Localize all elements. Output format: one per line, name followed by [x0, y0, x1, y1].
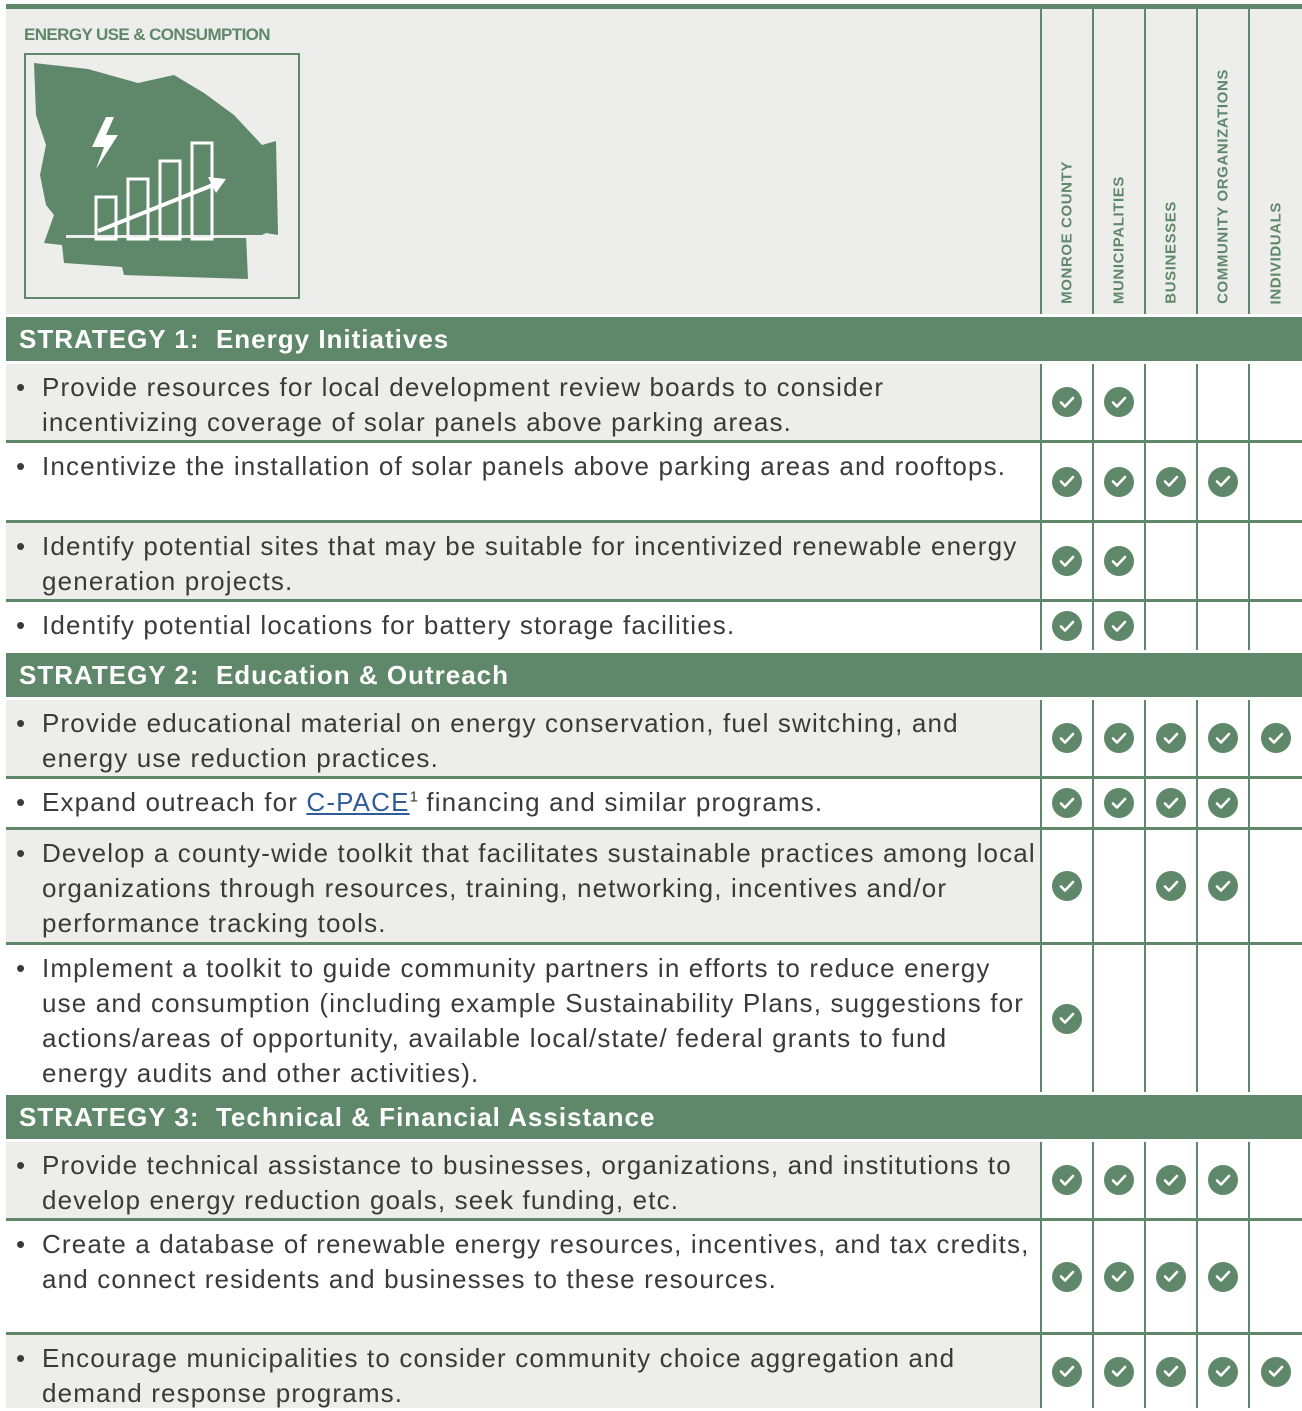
bullet-icon: •: [16, 838, 27, 868]
check-circle-icon: [1052, 723, 1082, 753]
check-circle-icon: [1261, 723, 1291, 753]
col-individuals-cell: [1248, 1142, 1302, 1218]
col-municipalities-cell: [1092, 602, 1144, 650]
action-label: Incentivize the installation of solar panels above parking areas and rooftops.: [42, 451, 1007, 481]
column-header-label: BUSINESSES: [1162, 201, 1180, 304]
column-header-individuals: [1248, 9, 1302, 314]
check-circle-icon: [1104, 467, 1134, 497]
col-monroe-county-cell: [1040, 602, 1092, 650]
check-circle-icon: [1052, 611, 1082, 641]
table-row: [6, 523, 1302, 599]
action-text: [6, 830, 1040, 942]
check-circle-icon: [1104, 546, 1134, 576]
check-circle-icon: [1104, 387, 1134, 417]
action-label: Implement a toolkit to guide community partners in efforts to reduce energy use and consumption (including example Sustainability Plans, suggestions for actions/areas of opportunity, available local/state/ federal grants to fund energy audits and other activities).: [42, 953, 1025, 1088]
col-municipalities-cell: [1092, 779, 1144, 827]
check-circle-icon: [1208, 788, 1238, 818]
check-circle-icon: [1052, 788, 1082, 818]
check-circle-icon: [1156, 1165, 1186, 1195]
section-title: ENERGY USE & CONSUMPTION: [24, 25, 270, 44]
column-header-label: MONROE COUNTY: [1058, 161, 1076, 304]
check-circle-icon: [1156, 1357, 1186, 1387]
action-text: [6, 945, 1040, 1092]
action-text-part: Expand outreach for: [42, 787, 307, 817]
table-row: [6, 443, 1302, 520]
col-monroe-county-cell: [1040, 1221, 1092, 1332]
action-label: Identify potential sites that may be suitable for incentivized renewable energy generation projects.: [42, 531, 1018, 596]
col-community-organizations-cell: [1196, 779, 1248, 827]
check-circle-icon: [1104, 1165, 1134, 1195]
action-label: Encourage municipalities to consider community choice aggregation and demand response programs.: [42, 1343, 956, 1408]
col-municipalities-cell: [1092, 523, 1144, 599]
col-municipalities-cell: [1092, 700, 1144, 776]
bullet-icon: •: [16, 372, 27, 402]
check-circle-icon: [1208, 871, 1238, 901]
table-row: [6, 364, 1302, 440]
check-circle-icon: [1156, 1262, 1186, 1292]
bullet-icon: •: [16, 610, 27, 640]
col-businesses-cell: [1144, 830, 1196, 942]
strategy-header: STRATEGY 3: Technical & Financial Assistance: [6, 1095, 1302, 1139]
bullet-icon: •: [16, 953, 27, 983]
col-community-organizations-cell: [1196, 1335, 1248, 1408]
check-circle-icon: [1104, 1357, 1134, 1387]
table-row: [6, 602, 1302, 650]
col-monroe-county-cell: [1040, 523, 1092, 599]
action-text: [6, 602, 1040, 650]
column-header-label: COMMUNITY ORGANIZATIONS: [1214, 69, 1232, 304]
bullet-icon: •: [16, 451, 27, 481]
action-text: [6, 779, 1040, 827]
col-individuals-cell: [1248, 830, 1302, 942]
action-text-part: financing and similar programs.: [417, 787, 824, 817]
col-businesses-cell: [1144, 779, 1196, 827]
action-text: [6, 364, 1040, 440]
col-municipalities-cell: [1092, 830, 1144, 942]
action-label: Identify potential locations for battery storage facilities.: [42, 610, 736, 640]
col-individuals-cell: [1248, 364, 1302, 440]
check-circle-icon: [1052, 1357, 1082, 1387]
col-monroe-county-cell: [1040, 443, 1092, 520]
check-circle-icon: [1104, 1262, 1134, 1292]
check-circle-icon: [1156, 723, 1186, 753]
column-header-monroe-county: [1040, 9, 1092, 314]
column-header-label: MUNICIPALITIES: [1110, 175, 1128, 304]
check-circle-icon: [1208, 1262, 1238, 1292]
check-circle-icon: [1052, 1165, 1082, 1195]
bullet-icon: •: [16, 1150, 27, 1180]
col-municipalities-cell: [1092, 945, 1144, 1092]
col-individuals-cell: [1248, 523, 1302, 599]
table-row: [6, 1335, 1302, 1408]
col-community-organizations-cell: [1196, 945, 1248, 1092]
check-circle-icon: [1208, 1165, 1238, 1195]
col-municipalities-cell: [1092, 1142, 1144, 1218]
col-individuals-cell: [1248, 602, 1302, 650]
col-community-organizations-cell: [1196, 364, 1248, 440]
col-monroe-county-cell: [1040, 945, 1092, 1092]
col-individuals-cell: [1248, 1221, 1302, 1332]
check-circle-icon: [1208, 1357, 1238, 1387]
strategy-header: STRATEGY 1: Energy Initiatives: [6, 317, 1302, 361]
col-businesses-cell: [1144, 523, 1196, 599]
action-label: Provide technical assistance to businesses, organizations, and institutions to develop energy reduction goals, seek funding, etc.: [42, 1150, 1012, 1215]
col-community-organizations-cell: [1196, 602, 1248, 650]
table-header: [6, 9, 1302, 314]
table-row: [6, 1142, 1302, 1218]
table-row: [6, 945, 1302, 1092]
c-pace-link[interactable]: C-PACE: [306, 787, 410, 817]
action-text: [6, 523, 1040, 599]
col-individuals-cell: [1248, 443, 1302, 520]
check-circle-icon: [1104, 611, 1134, 641]
col-businesses-cell: [1144, 1142, 1196, 1218]
col-monroe-county-cell: [1040, 364, 1092, 440]
check-circle-icon: [1052, 467, 1082, 497]
col-community-organizations-cell: [1196, 523, 1248, 599]
col-businesses-cell: [1144, 945, 1196, 1092]
column-header-businesses: [1144, 9, 1196, 314]
check-circle-icon: [1156, 871, 1186, 901]
action-text: [6, 1221, 1040, 1332]
col-individuals-cell: [1248, 779, 1302, 827]
check-circle-icon: [1261, 1357, 1291, 1387]
check-circle-icon: [1052, 871, 1082, 901]
col-community-organizations-cell: [1196, 700, 1248, 776]
col-monroe-county-cell: [1040, 830, 1092, 942]
col-monroe-county-cell: [1040, 700, 1092, 776]
check-circle-icon: [1052, 546, 1082, 576]
col-businesses-cell: [1144, 443, 1196, 520]
energy-chart-map-icon: [24, 53, 300, 299]
action-text: [6, 1335, 1040, 1408]
col-businesses-cell: [1144, 1335, 1196, 1408]
col-municipalities-cell: [1092, 1221, 1144, 1332]
col-individuals-cell: [1248, 945, 1302, 1092]
column-header-label: INDIVIDUALS: [1267, 201, 1285, 304]
bullet-icon: •: [16, 787, 27, 817]
col-businesses-cell: [1144, 364, 1196, 440]
footnote-marker: 1: [409, 788, 418, 806]
check-circle-icon: [1052, 1004, 1082, 1034]
check-circle-icon: [1156, 467, 1186, 497]
col-monroe-county-cell: [1040, 1335, 1092, 1408]
action-text: [6, 700, 1040, 776]
check-circle-icon: [1052, 1262, 1082, 1292]
col-individuals-cell: [1248, 1335, 1302, 1408]
col-businesses-cell: [1144, 602, 1196, 650]
column-header-municipalities: [1092, 9, 1144, 314]
check-circle-icon: [1208, 467, 1238, 497]
check-circle-icon: [1104, 723, 1134, 753]
column-header-community-organizations: [1196, 9, 1248, 314]
table-row: [6, 779, 1302, 827]
action-text: [6, 1142, 1040, 1218]
action-label: Create a database of renewable energy resources, incentives, and tax credits, and connect residents and businesses to these resources.: [42, 1229, 1030, 1294]
col-monroe-county-cell: [1040, 779, 1092, 827]
action-text: [6, 443, 1040, 520]
col-community-organizations-cell: [1196, 1221, 1248, 1332]
col-municipalities-cell: [1092, 1335, 1144, 1408]
strategy-header: STRATEGY 2: Education & Outreach: [6, 653, 1302, 697]
check-circle-icon: [1156, 788, 1186, 818]
col-community-organizations-cell: [1196, 443, 1248, 520]
table-row: [6, 700, 1302, 776]
bullet-icon: •: [16, 708, 27, 738]
bullet-icon: •: [16, 1229, 27, 1259]
table-row: [6, 830, 1302, 942]
bullet-icon: •: [16, 531, 27, 561]
col-businesses-cell: [1144, 1221, 1196, 1332]
action-label: Provide educational material on energy conservation, fuel switching, and energy use reduction practices.: [42, 708, 959, 773]
action-label: Provide resources for local development review boards to consider incentivizing coverage of solar panels above parking areas.: [42, 372, 885, 437]
col-municipalities-cell: [1092, 364, 1144, 440]
col-businesses-cell: [1144, 700, 1196, 776]
col-community-organizations-cell: [1196, 1142, 1248, 1218]
col-municipalities-cell: [1092, 443, 1144, 520]
action-label: Develop a county-wide toolkit that facilitates sustainable practices among local organizations through resources, training, networking, incentives and/or performance tracking tools.: [42, 838, 1036, 938]
table-row: [6, 1221, 1302, 1332]
check-circle-icon: [1104, 788, 1134, 818]
check-circle-icon: [1052, 387, 1082, 417]
col-individuals-cell: [1248, 700, 1302, 776]
check-circle-icon: [1208, 723, 1238, 753]
col-community-organizations-cell: [1196, 830, 1248, 942]
col-monroe-county-cell: [1040, 1142, 1092, 1218]
bullet-icon: •: [16, 1343, 27, 1373]
